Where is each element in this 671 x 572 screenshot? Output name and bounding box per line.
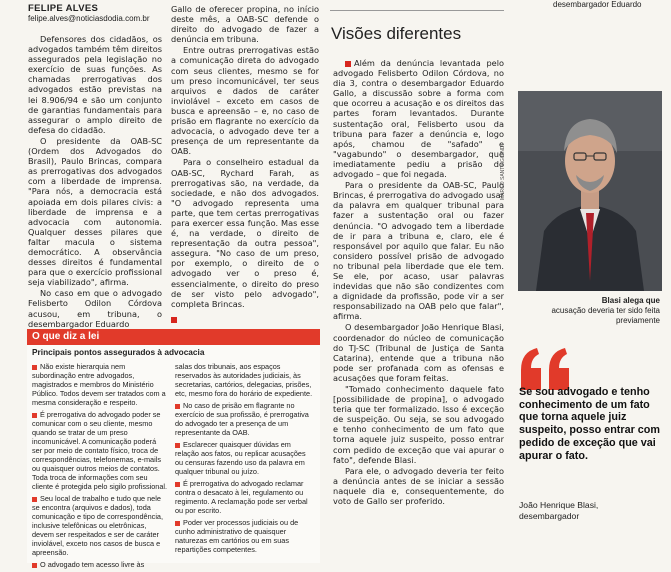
paragraph <box>333 58 504 179</box>
paragraph: Defensores dos cidadãos, os advogados também têm direitos assegurados pela legislação no exercício de suas funções. As chamadas prerrogativas dos advogados estão previstas na lei 8.906/94 e são um conjunto de garantias fundamentais para assegurar o amplo direito de defesa do cidadão. <box>28 34 162 135</box>
top-right-continuation: desembargador Eduardo <box>553 0 642 9</box>
paragraph: Para o presidente da OAB-SC, Paulo Brincas, é prerrogativa do advogado usar da palavra em qualquer tribunal para fazer a sustentação oral ou fazer denúncia. "O advogado tem a liberdade de ir para a tribuna e, claro, ele é responsável por aquilo que falar. Eu não considero possível prisão de advogado no tribunal pela liberdade que ele tem. Se ele, por acaso, usar palavras indevidas que não são condizentes com a dignidade da profissão, pode vir a ser responsabilizado na OAB pelo que falar", afirma. <box>333 180 504 322</box>
paragraph: Para o conselheiro estadual da OAB-SC, Rychard Farah, as prerrogativas são, na verdade, da sociedade, e não dos advogados. "O advogado representa uma parte, que tem certas prerrogativas para exercer essa função. Mas esse é, na verdade, o direito de representação da outra pessoa", assegura. "No caso de um preso, por exemplo, o direito de o advogado ver o preso é, essencialmente, o direito do preso de ser visto pelo advogado", completa Brincas. <box>171 157 319 309</box>
paragraph: Entre outras prerrogativas estão a comunicação direta do advogado com seus clientes, mesmo se for um preso incomunicável, ter seus arquivos e dados de caráter inviolável – exceto em casos de busca e apreensão – e, no caso de prisão em flagrante no exercício da advocacia, o advogado deve ter a presença de um representante da OAB. <box>171 45 319 157</box>
start-mark <box>345 61 351 67</box>
box-subheader: Principais pontos assegurados à advocacia <box>32 347 205 357</box>
bullet-icon <box>32 497 37 502</box>
box-column-right <box>175 362 315 557</box>
quote-author-role: desembargador <box>519 511 580 521</box>
list-item: No caso de prisão em flagrante no exercício de sua profissão, é prerrogativa do advogado ter a presença de um representante da OAB. <box>175 401 309 437</box>
paragraph: "Tomado conhecimento daquele fato [possibilidade de propina], o advogado teria que ter formalizado. Isso é exceção de suspeição. Ou seja, se sou advogado e tenho conhecimento de um fato que torna aquele juiz suspeito, posso entrar com pedido de exceção que vai apurar o fato", defende Blasi. <box>333 384 504 465</box>
photo-credit: MARCO SANTIAGO/ND <box>500 145 506 200</box>
article-column-3 <box>333 58 504 507</box>
quote-attribution <box>519 500 667 522</box>
quote-author-name: João Henrique Blasi, <box>519 500 599 510</box>
paragraph-text: Além da denúncia levantada pelo advogado Felisberto Odilon Córdova, no dia 3, contra o desembargador Eduardo Gallo, a discussão sobre a forma com que ocorreu a acusação e os direitos das partes foram levantados. Durante sustentação oral, Felisberto usou da tribuna para fazer a denúncia e, logo após, chamou de "safado" e "vagabundo" o desembargador, que imediatamente pediu a prisão do advogado – que foi negada. <box>333 58 504 180</box>
list-item: O advogado tem acesso livre às <box>32 560 168 569</box>
author-email: felipe.alves@noticiasdodia.com.br <box>28 14 150 23</box>
article-column-1 <box>28 34 162 330</box>
end-mark <box>171 317 177 323</box>
bullet-icon <box>32 563 37 568</box>
list-item: salas dos tribunais, aos espaços reservados às autoridades judiciais, às secretarias, cartórios, delegacias, prisões, etc, mesmo fora do horário de expediente. <box>175 362 313 398</box>
paragraph: No caso em que o advogado Felisberto Odilon Córdova acusou, em tribuna, o desembargador Eduardo <box>28 288 162 329</box>
box-column-left <box>32 362 168 572</box>
caption-text: acusação deveria ter sido feita previamente <box>551 306 660 325</box>
list-item: Poder ver processos judiciais ou de cunho administrativo de quaisquer naturezas em cartórios ou em suas repartições competentes. <box>175 518 299 554</box>
photo-caption <box>528 296 660 326</box>
bullet-icon <box>175 482 180 487</box>
bullet-icon <box>175 404 180 409</box>
bullet-icon <box>32 365 37 370</box>
list-item: É prerrogativa do advogado poder se comunicar com o seu cliente, mesmo quando se tratar de um preso incomunicável. A comunicação poderá ser por meio de contato físico, troca de correspondências, telefonemas, e-mails ou quaisquer outros meios de contatos. Toda troca de informações com seu cliente é protegida pelo sigilo profissional. <box>32 410 168 491</box>
list-item: Não existe hierarquia nem subordinação entre advogados, magistrados e membros do Ministério Público. Todos devem ser tratados com a mesma consideração e respeito. <box>32 362 166 407</box>
pull-quote: Se sou advogado e tenho conhecimento de um fato que torna aquele juiz suspeito, posso entrar com pedido de exceção que vai apurar o fato. <box>519 386 660 462</box>
paragraph: O presidente da OAB-SC (Ordem dos Advogados do Brasil), Paulo Brincas, compara as prerrogativas dos advogados com a liberdade de imprensa. "Para nós, a democracia está apoiada em dois pilares civis: a liberdade de imprensa e a advocacia com autonomia. Qualquer desses pilares que faltar macula o sistema democrático. A observância desses direitos é fundamental para que o exercício profissional seja viabilizado", afirma. <box>28 135 162 288</box>
portrait-photo <box>518 91 662 291</box>
box-header <box>27 329 320 345</box>
list-item: É prerrogativa do advogado reclamar contra o desacato à lei, regulamento ou regimento. A reclamação pode ser verbal ou por escrito. <box>175 479 308 515</box>
top-divider <box>330 10 504 11</box>
section-title: Visões diferentes <box>331 24 462 43</box>
author-name: FELIPE ALVES <box>28 3 99 14</box>
portrait-illustration <box>518 91 662 291</box>
paragraph: Gallo de oferecer propina, no início deste mês, a OAB-SC defende o direito do advogado de fazer a denúncia em tribuna. <box>171 4 319 45</box>
law-sidebar-box <box>27 329 320 569</box>
bullet-icon <box>175 443 180 448</box>
paragraph: O desembargador João Henrique Blasi, coordenador do núcleo de comunicação do TJ-SC (Tribunal de Justiça de Santa Catarina), entende que a tribuna não pode ser profanada com as ofensas e acusações que foram feitas. <box>333 322 504 383</box>
article-column-2 <box>171 4 319 329</box>
byline <box>28 4 150 24</box>
list-item: Seu local de trabalho e tudo que nele se encontra (arquivos e dados), toda comunicação e tipo de correspondência, inclusive telefônicas ou eletrônicas, devem ser respeitados e ser de caráter inviolável, exceto nos casos de busca e apreensão. <box>32 494 164 557</box>
caption-bold: Blasi alega que <box>601 296 660 305</box>
box-header-title: O que diz a lei <box>32 331 100 342</box>
list-item: Esclarecer quaisquer dúvidas em relação aos fatos, ou replicar acusações ou censuras fazendo uso da palavra em qualquer tribunal ou juízo. <box>175 440 306 476</box>
paragraph: Para ele, o advogado deveria ter feito a denúncia antes de se iniciar a sessão naquele dia e, consequentemente, do voto de Gallo ser proferido. <box>333 465 504 507</box>
bullet-icon <box>175 521 180 526</box>
bullet-icon <box>32 413 37 418</box>
